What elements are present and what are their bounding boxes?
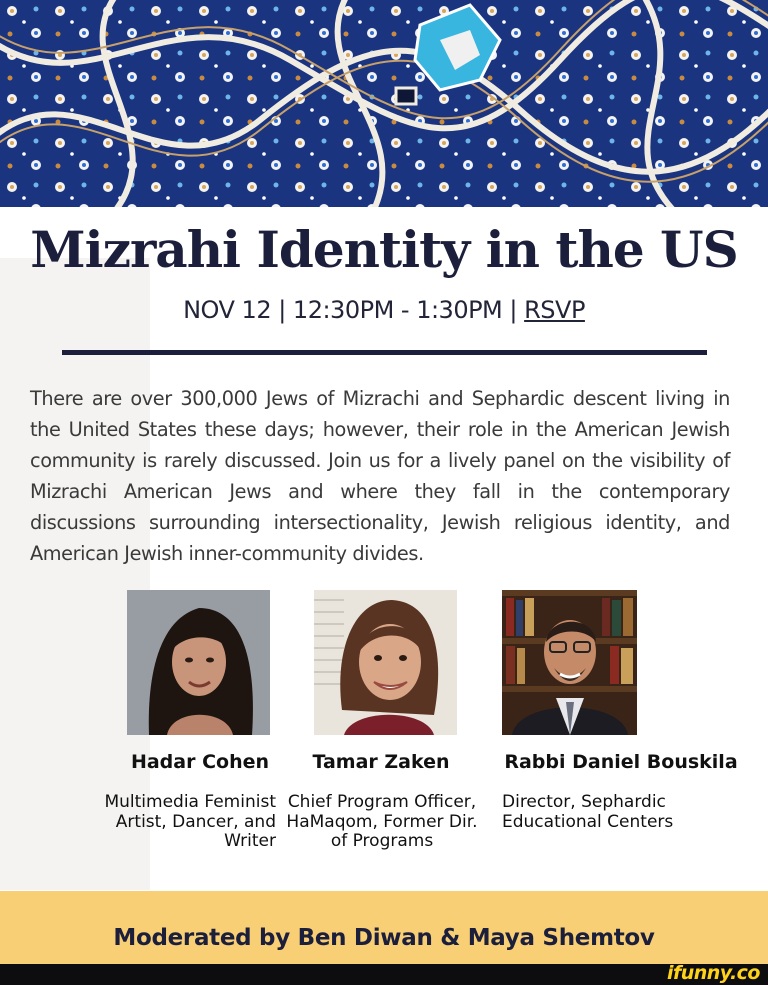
watermark-bar (0, 964, 768, 985)
title-divider (62, 350, 707, 355)
event-schedule: NOV 12 | 12:30PM - 1:30PM | (183, 296, 525, 324)
panelist-photo-hadar-cohen (127, 590, 270, 735)
event-schedule-line (0, 296, 768, 324)
moderators-line: Moderated by Ben Diwan & Maya Shemtov (113, 925, 655, 951)
tile-pattern-image (0, 0, 768, 207)
panelist-role-tamar-zaken: Chief Program Officer, HaMaqom, Former Dir. of Programs (286, 792, 478, 851)
panelist-role-daniel-bouskila: Director, Sephardic Educational Centers (502, 792, 674, 832)
panelist-photo-tamar-zaken (314, 590, 457, 735)
panelist-photo-daniel-bouskila (502, 590, 637, 735)
panelist-name-hadar-cohen: Hadar Cohen (130, 751, 270, 773)
panelist-role-hadar-cohen: Multimedia Feminist Artist, Dancer, and Writer (104, 792, 276, 851)
panelist-name-tamar-zaken: Tamar Zaken (312, 751, 450, 773)
panelist-name-daniel-bouskila: Rabbi Daniel Bouskila (504, 751, 738, 773)
ifunny-watermark-logo: ifunny.co (666, 962, 760, 984)
event-description: There are over 300,000 Jews of Mizrachi and Sephardic descent living in the United States these days; however, their role in the American Jewish community is rarely discussed. Join us for a lively panel on the visibility of Mizrachi American Jews and where they fall in the contemporary discussions surrounding intersectionality, Jewish religious identity, and American Jewish inner-community divides. (30, 387, 730, 565)
rsvp-link[interactable]: RSVP (524, 296, 585, 324)
tile-pattern-banner (0, 0, 768, 207)
event-title: Mizrahi Identity in the US (30, 220, 738, 279)
